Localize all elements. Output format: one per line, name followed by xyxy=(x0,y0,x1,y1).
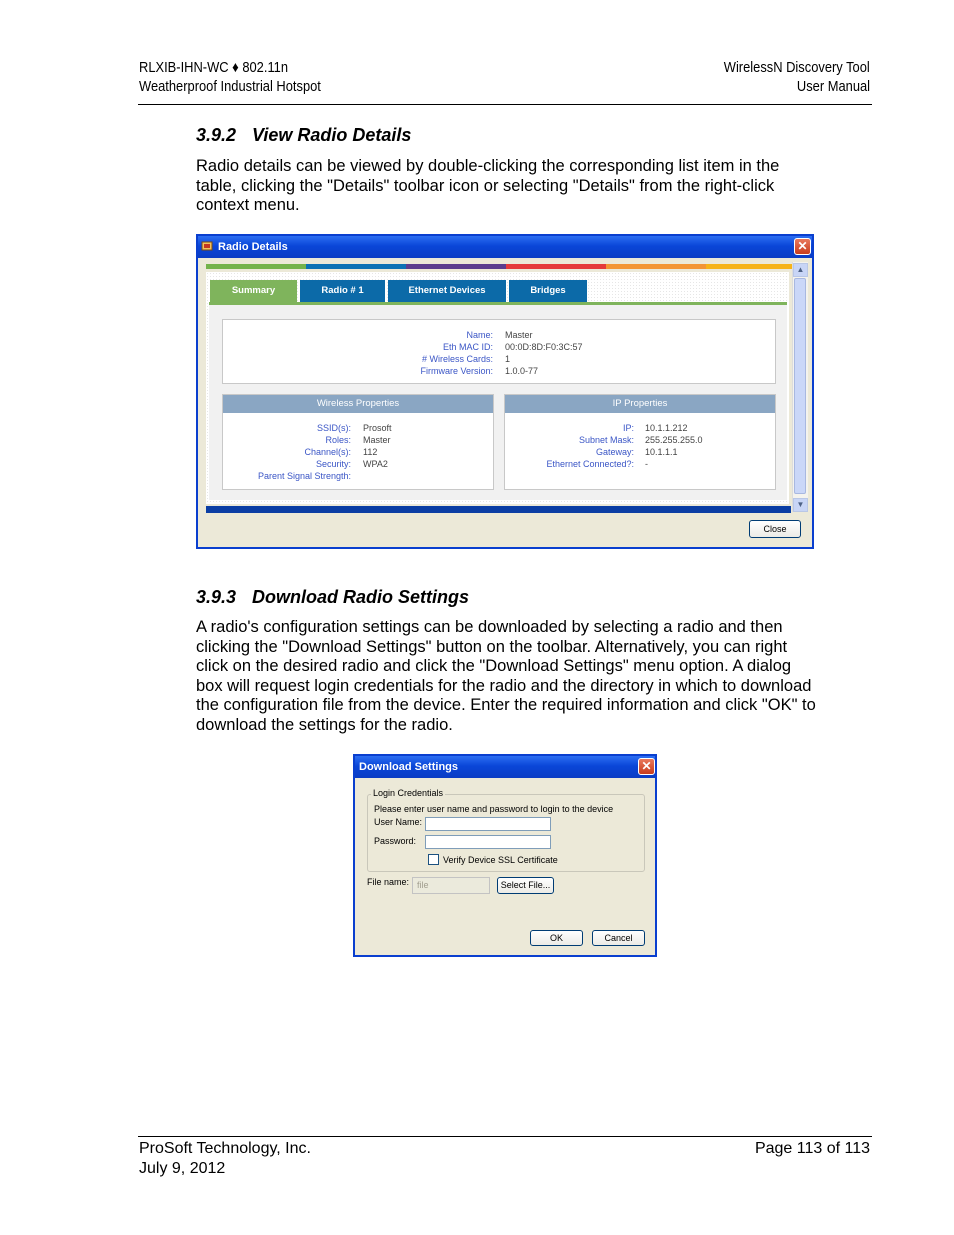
ssl-checkbox-label: Verify Device SSL Certificate xyxy=(443,855,558,865)
footer-date: July 9, 2012 xyxy=(139,1160,226,1177)
footer-rule xyxy=(138,1136,872,1137)
radio-details-close-icon[interactable]: ✕ xyxy=(794,238,811,255)
section-title: Download Radio Settings xyxy=(252,587,470,607)
scroll-down-icon[interactable]: ▼ xyxy=(793,498,808,512)
wireless-value-security: WPA2 xyxy=(363,459,388,469)
ip-label-gateway: Gateway: xyxy=(595,447,634,457)
radio-details-scrollbar[interactable] xyxy=(792,262,808,512)
login-instruction: Please enter user name and password to login to the device xyxy=(374,804,614,814)
radio-details-titlebar[interactable] xyxy=(198,236,812,258)
file-name-value: file xyxy=(417,880,429,890)
wireless-value-ssid: Prosoft xyxy=(363,423,392,433)
color-bar-green xyxy=(206,264,306,269)
close-button[interactable]: Close xyxy=(749,520,801,538)
section-body-download-radio-settings: A radio's configuration settings can be downloaded by selecting a radio and then clicking the "Download Settings" button on the toolbar. Alternatively, you can right click on the desired radio and click the "Download Settings" menu option. A dialog box will request login credentials for the radio and the directory in which to download the configuration file from the device. Enter the required information and click "OK" to download the settings for the radio. xyxy=(196,618,816,734)
login-credentials-legend: Login Credentials xyxy=(373,788,444,798)
header-rule xyxy=(138,104,872,105)
ip-value-ip: 10.1.1.212 xyxy=(645,423,688,433)
radio-details-title: Radio Details xyxy=(218,241,288,253)
file-name-label: File name: xyxy=(367,877,410,887)
ip-value-gateway: 10.1.1.1 xyxy=(645,447,678,457)
wireless-label-signal: Parent Signal Strength: xyxy=(257,471,351,481)
wireless-label-channel: Channel(s): xyxy=(304,447,351,457)
summary-box xyxy=(222,319,776,384)
ip-value-ethernet: - xyxy=(645,459,648,469)
summary-label-mac: Eth MAC ID: xyxy=(442,342,493,352)
summary-value-cards: 1 xyxy=(505,354,511,364)
wireless-value-channel: 112 xyxy=(363,447,378,457)
wireless-properties-box xyxy=(222,394,494,490)
header-product: RLXIB-IHN-WC ♦ 802.11n xyxy=(139,59,289,76)
scroll-thumb[interactable] xyxy=(794,278,806,494)
summary-label-name: Name: xyxy=(466,330,493,340)
section-number: 3.9.3 xyxy=(196,587,237,607)
summary-label-firmware: Firmware Version: xyxy=(420,366,493,376)
color-bar-red xyxy=(506,264,606,269)
summary-value-firmware: 1.0.0-77 xyxy=(505,366,539,376)
download-settings-title: Download Settings xyxy=(359,761,458,773)
section-title: View Radio Details xyxy=(252,125,412,145)
summary-value-mac: 00:0D:8D:F0:3C:57 xyxy=(505,342,583,352)
cancel-button[interactable]: Cancel xyxy=(592,930,645,946)
section-heading-view-radio-details xyxy=(196,125,411,146)
section-body-view-radio-details: Radio details can be viewed by double-clicking the corresponding list item in the table, clicking the "Details" toolbar icon or selecting "Details" from the right-click context menu. xyxy=(196,157,780,215)
footer-page-number: Page 113 of 113 xyxy=(754,1140,870,1157)
ok-button[interactable]: OK xyxy=(530,930,583,946)
radio-tower-icon xyxy=(201,240,213,252)
radio-details-window xyxy=(196,234,814,549)
ip-value-subnet: 255.255.255.0 xyxy=(645,435,703,445)
summary-value-name: Master xyxy=(505,330,533,340)
download-settings-close-icon[interactable]: ✕ xyxy=(638,758,655,775)
color-bar-yellow xyxy=(706,264,794,269)
wireless-properties-heading: Wireless Properties xyxy=(223,395,493,413)
color-bar-purple xyxy=(406,264,506,269)
ip-properties-box xyxy=(504,394,776,490)
ip-label-ip: IP: xyxy=(622,423,634,433)
wireless-label-security: Security: xyxy=(315,459,351,469)
tab-summary[interactable]: Summary xyxy=(210,280,297,302)
header-product-desc: Weatherproof Industrial Hotspot xyxy=(139,78,321,95)
footer-company: ProSoft Technology, Inc. xyxy=(139,1140,311,1157)
ip-label-ethernet: Ethernet Connected?: xyxy=(546,459,634,469)
username-input[interactable] xyxy=(425,817,551,831)
wireless-label-ssid: SSID(s): xyxy=(316,423,351,433)
color-bar-blue xyxy=(306,264,406,269)
section-number: 3.9.2 xyxy=(196,125,237,145)
header-manual: User Manual xyxy=(796,78,870,95)
section-heading-download-radio-settings xyxy=(196,587,469,608)
tab-radio-1[interactable]: Radio # 1 xyxy=(300,280,385,302)
color-bar-orange xyxy=(606,264,706,269)
download-settings-window xyxy=(353,754,657,957)
password-input[interactable] xyxy=(425,835,551,849)
radio-details-status-bar xyxy=(206,506,791,513)
scroll-up-icon[interactable]: ▲ xyxy=(793,263,808,277)
file-name-input[interactable] xyxy=(412,877,490,894)
header-tool: WirelessN Discovery Tool xyxy=(724,59,870,76)
download-settings-titlebar[interactable] xyxy=(355,756,655,778)
tab-bridges[interactable]: Bridges xyxy=(509,280,587,302)
ssl-checkbox[interactable] xyxy=(428,854,439,865)
wireless-label-roles: Roles: xyxy=(325,435,351,445)
tab-ethernet-devices[interactable]: Ethernet Devices xyxy=(388,280,506,302)
ip-label-subnet: Subnet Mask: xyxy=(578,435,634,445)
select-file-button[interactable]: Select File... xyxy=(497,877,554,894)
ip-properties-heading: IP Properties xyxy=(505,395,775,413)
password-label: Password: xyxy=(374,836,417,846)
username-label: User Name: xyxy=(374,817,423,827)
wireless-value-roles: Master xyxy=(363,435,391,445)
summary-label-cards: # Wireless Cards: xyxy=(421,354,493,364)
